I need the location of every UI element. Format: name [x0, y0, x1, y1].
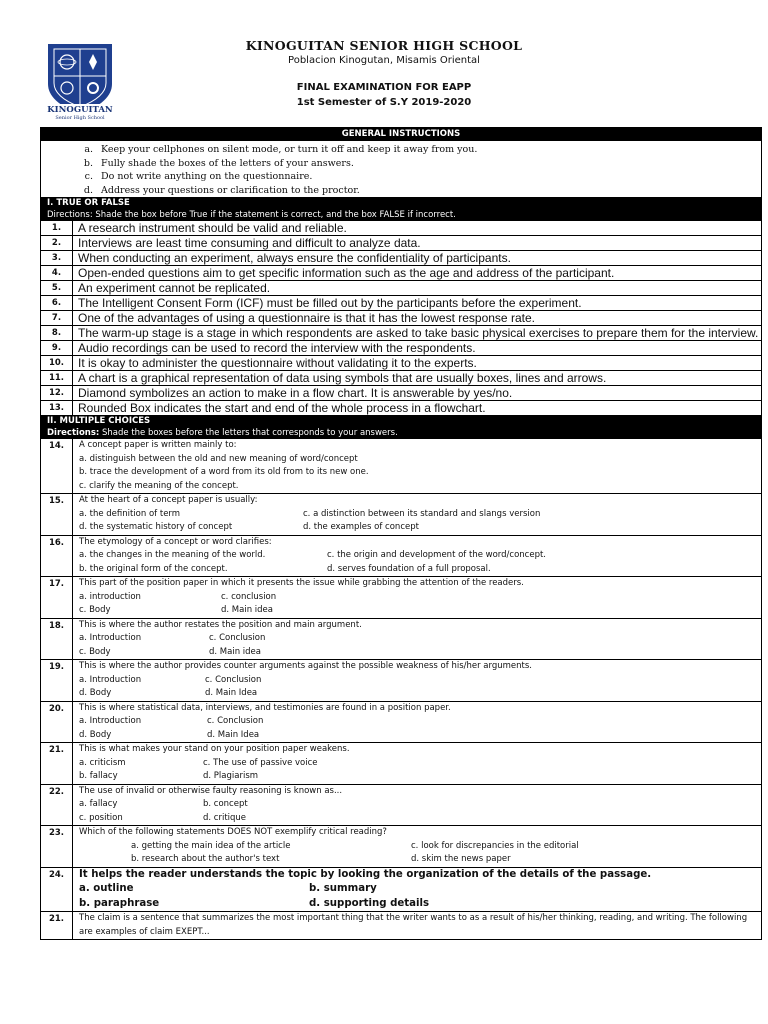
mc-item[interactable] — [41, 536, 761, 578]
choice-b[interactable]: c. position — [79, 812, 123, 823]
tf-item[interactable] — [41, 236, 761, 251]
choice-d[interactable]: d. Main Idea — [205, 688, 258, 698]
item-number: 6. — [41, 296, 73, 310]
item-number: 3. — [41, 251, 73, 265]
item-number: 22. — [41, 785, 73, 826]
choice-a[interactable]: a. Introduction — [79, 674, 142, 685]
mc-item[interactable] — [41, 702, 761, 744]
tf-section-title: I. TRUE OR FALSE — [41, 198, 761, 209]
instruction-text: Address your questions or clarification to the proctor. — [101, 184, 360, 196]
item-question: A concept paper is written mainly to: — [79, 440, 237, 450]
tf-item[interactable] — [41, 221, 761, 236]
mc-item[interactable] — [41, 785, 761, 827]
tf-item[interactable] — [41, 341, 761, 356]
choice-a[interactable]: a. the definition of term — [79, 508, 181, 519]
item-number: 9. — [41, 341, 73, 355]
mc-item[interactable] — [41, 439, 761, 494]
instruction-letter: a. — [84, 144, 93, 155]
instructions-title: GENERAL INSTRUCTIONS — [41, 128, 761, 141]
choice-c[interactable]: c. Conclusion — [209, 633, 266, 643]
instruction-letter: d. — [83, 184, 93, 196]
tf-item[interactable] — [41, 251, 761, 266]
choice-a[interactable]: a. Introduction — [79, 633, 142, 643]
item-number: 18. — [41, 619, 73, 660]
tf-item[interactable] — [41, 296, 761, 311]
choice-b[interactable]: b. the original form of the concept. — [79, 563, 228, 574]
item-number: 21. — [41, 743, 73, 784]
item-number: 1. — [41, 221, 73, 235]
choice-b[interactable]: d. Body — [79, 688, 112, 698]
item-text: A research instrument should be valid and reliable. — [78, 221, 347, 235]
item-number: 23. — [41, 826, 73, 867]
exam-title: FINAL EXAMINATION FOR EAPP — [296, 82, 472, 93]
item-text: The Intelligent Consent Form (ICF) must be filled out by the participants before the experiment. — [78, 296, 582, 310]
item-number: 4. — [41, 266, 73, 280]
item-number: 19. — [41, 660, 73, 701]
tf-item[interactable] — [41, 281, 761, 296]
item-question: This is where statistical data, interviews, and testimonies are found in a position paper. — [79, 702, 451, 713]
item-question: This is what makes your stand on your position paper weakens. — [79, 744, 350, 754]
choice-a[interactable]: a. criticism — [79, 757, 126, 768]
item-text: The warm-up stage is a stage in which respondents are asked to take basic physical exercises to prepare them for the interview. — [78, 326, 759, 340]
choice-a[interactable]: a. distinguish between the old and new meaning of word/concept — [79, 453, 358, 464]
item-question: At the heart of a concept paper is usually: — [79, 495, 258, 505]
tf-item[interactable] — [41, 386, 761, 401]
item-text: Open-ended questions aim to get specific information such as the age and address of the participant. — [78, 266, 615, 280]
instruction-text: Keep your cellphones on silent mode, or turn it off and keep it away from you. — [101, 144, 478, 155]
item-number: 5. — [41, 281, 73, 295]
instruction-item — [41, 170, 761, 184]
semester: 1st Semester of S.Y 2019-2020 — [296, 97, 472, 108]
choice-d[interactable]: d. Main Idea — [207, 729, 260, 740]
choice-d[interactable]: d. the examples of concept — [303, 522, 419, 532]
choice-c[interactable]: b. concept — [203, 799, 248, 809]
choice-d[interactable]: d. supporting details — [309, 897, 430, 909]
choice-a[interactable]: a. Introduction — [79, 716, 142, 726]
item-number: 11. — [41, 371, 73, 385]
tf-item[interactable] — [41, 311, 761, 326]
choice-c[interactable]: c. the origin and development of the word/concept. — [327, 550, 546, 560]
school-address: Poblacion Kinogutan, Misamis Oriental — [288, 55, 480, 66]
mc-section-title: II. MULTIPLE CHOICES — [41, 416, 761, 427]
choice-c[interactable]: c. look for discrepancies in the editorial — [411, 840, 579, 851]
item-text: One of the advantages of using a questionnaire is that it has the lowest response rate. — [78, 311, 535, 325]
mc-item[interactable] — [41, 494, 761, 536]
choice-c[interactable]: c. Conclusion — [207, 716, 264, 726]
item-text: It is okay to administer the questionnaire without validating it to the experts. — [78, 356, 477, 370]
choice-b[interactable]: b. paraphrase — [79, 897, 160, 909]
choice-a[interactable]: a. fallacy — [79, 799, 118, 809]
choice-b[interactable]: b. research about the author's text — [131, 854, 280, 864]
choice-c[interactable]: c. a distinction between its standard and slangs version — [303, 508, 541, 519]
item-text: A chart is a graphical representation of data using symbols that are usually boxes, lines and arrows. — [78, 371, 607, 385]
choice-b[interactable]: c. Body — [79, 646, 111, 657]
item-text: Interviews are least time consuming and difficult to analyze data. — [78, 236, 421, 250]
tf-directions: Directions: Shade the box before True if the statement is correct, and the box FALSE if incorrect. — [41, 209, 761, 221]
choice-a[interactable]: a. outline — [79, 883, 134, 894]
item-number: 12. — [41, 386, 73, 400]
item-number: 13. — [41, 401, 73, 415]
choice-d[interactable]: d. critique — [203, 812, 247, 823]
item-question: The claim is a sentence that summarizes the most important thing that the writer wants to as a result of his/her thinking, reading, and writing. The following are examples of claim EXEPT... — [79, 913, 748, 937]
choice-b[interactable]: b. fallacy — [79, 771, 118, 781]
logo-subtext: Senior High School — [55, 115, 105, 120]
choice-d[interactable]: d. serves foundation of a full proposal. — [327, 563, 491, 574]
item-question: This is where the author provides counter arguments against the possible weakness of his/her arguments. — [79, 661, 533, 671]
mc-item[interactable] — [41, 743, 761, 785]
item-question: Which of the following statements DOES NOT exemplify critical reading? — [79, 827, 387, 837]
choice-b[interactable]: c. Body — [79, 605, 111, 615]
tf-item[interactable] — [41, 401, 761, 416]
school-name: KINOGUITAN SENIOR HIGH SCHOOL — [245, 38, 523, 53]
instruction-letter: c. — [84, 171, 93, 182]
mc-item[interactable] — [41, 619, 761, 661]
choice-b[interactable]: b. trace the development of a word from its old from to its new one. — [79, 467, 369, 477]
instruction-item — [41, 143, 761, 157]
choice-d[interactable]: d. Main idea — [209, 646, 261, 657]
instruction-text: Do not write anything on the questionnaire. — [101, 171, 313, 182]
choice-a[interactable]: a. getting the main idea of the article — [131, 840, 291, 851]
choice-c[interactable]: c. Conclusion — [205, 674, 262, 685]
mc-item[interactable] — [41, 577, 761, 619]
instruction-item — [41, 157, 761, 171]
tf-item[interactable] — [41, 326, 761, 341]
choice-d[interactable]: d. skim the news paper — [411, 854, 511, 864]
tf-item[interactable] — [41, 371, 761, 386]
item-question: This part of the position paper in which it presents the issue while grabbing the attention of the readers. — [79, 578, 524, 588]
choice-c[interactable]: c. clarify the meaning of the concept. — [79, 480, 239, 491]
item-text: Diamond symbolizes an action to make in a flow chart. It is answerable by yes/no. — [78, 386, 513, 400]
item-number: 10. — [41, 356, 73, 370]
logo-text: KINOGUITAN — [47, 105, 113, 115]
item-number: 21. — [41, 912, 73, 939]
exam-sheet — [40, 127, 762, 940]
item-number: 2. — [41, 236, 73, 250]
item-number: 14. — [41, 439, 73, 493]
general-instructions — [41, 141, 761, 198]
mc-directions-label: Directions: — [47, 428, 100, 438]
choice-b[interactable]: d. Body — [79, 729, 112, 740]
item-question: The etymology of a concept or word clarifies: — [79, 536, 272, 547]
item-number: 8. — [41, 326, 73, 340]
choice-b[interactable]: d. the systematic history of concept — [79, 522, 233, 532]
instruction-item — [41, 184, 761, 198]
item-question: The use of invalid or otherwise faulty reasoning is known as... — [79, 785, 343, 796]
mc-item[interactable] — [41, 826, 761, 868]
instruction-text: Fully shade the boxes of the letters of your answers. — [101, 157, 354, 169]
item-number: 24. — [41, 868, 73, 912]
item-number: 16. — [41, 536, 73, 577]
item-text: Rounded Box indicates the start and end of the whole process in a flowchart. — [78, 401, 486, 415]
item-question: It helps the reader understands the topic by looking the organization of the details of the passage. — [79, 868, 652, 880]
exam-header — [0, 36, 768, 126]
item-number: 15. — [41, 494, 73, 535]
item-number: 7. — [41, 311, 73, 325]
tf-item[interactable] — [41, 266, 761, 281]
item-question: This is where the author restates the position and main argument. — [79, 619, 362, 630]
mc-directions-text: Shade the boxes before the letters that corresponds to your answers. — [99, 428, 398, 438]
choice-d[interactable]: d. Plagiarism — [203, 771, 259, 781]
choice-c[interactable]: c. The use of passive voice — [203, 757, 318, 768]
mc-item[interactable] — [41, 912, 761, 940]
item-number: 17. — [41, 577, 73, 618]
item-text: An experiment cannot be replicated. — [78, 281, 271, 295]
instruction-letter: b. — [83, 157, 93, 169]
choice-c[interactable]: b. summary — [309, 883, 377, 894]
item-text: When conducting an experiment, always ensure the confidentiality of participants. — [78, 251, 511, 265]
choice-d[interactable]: d. Main idea — [221, 605, 273, 615]
choice-a[interactable]: a. introduction — [79, 591, 141, 602]
choice-a[interactable]: a. the changes in the meaning of the world. — [79, 550, 266, 560]
item-text: Audio recordings can be used to record the interview with the respondents. — [78, 341, 476, 355]
mc-item[interactable] — [41, 660, 761, 702]
item-number: 20. — [41, 702, 73, 743]
choice-c[interactable]: c. conclusion — [221, 591, 277, 602]
mc-directions — [41, 427, 761, 439]
tf-item[interactable] — [41, 356, 761, 371]
mc-item[interactable] — [41, 868, 761, 913]
